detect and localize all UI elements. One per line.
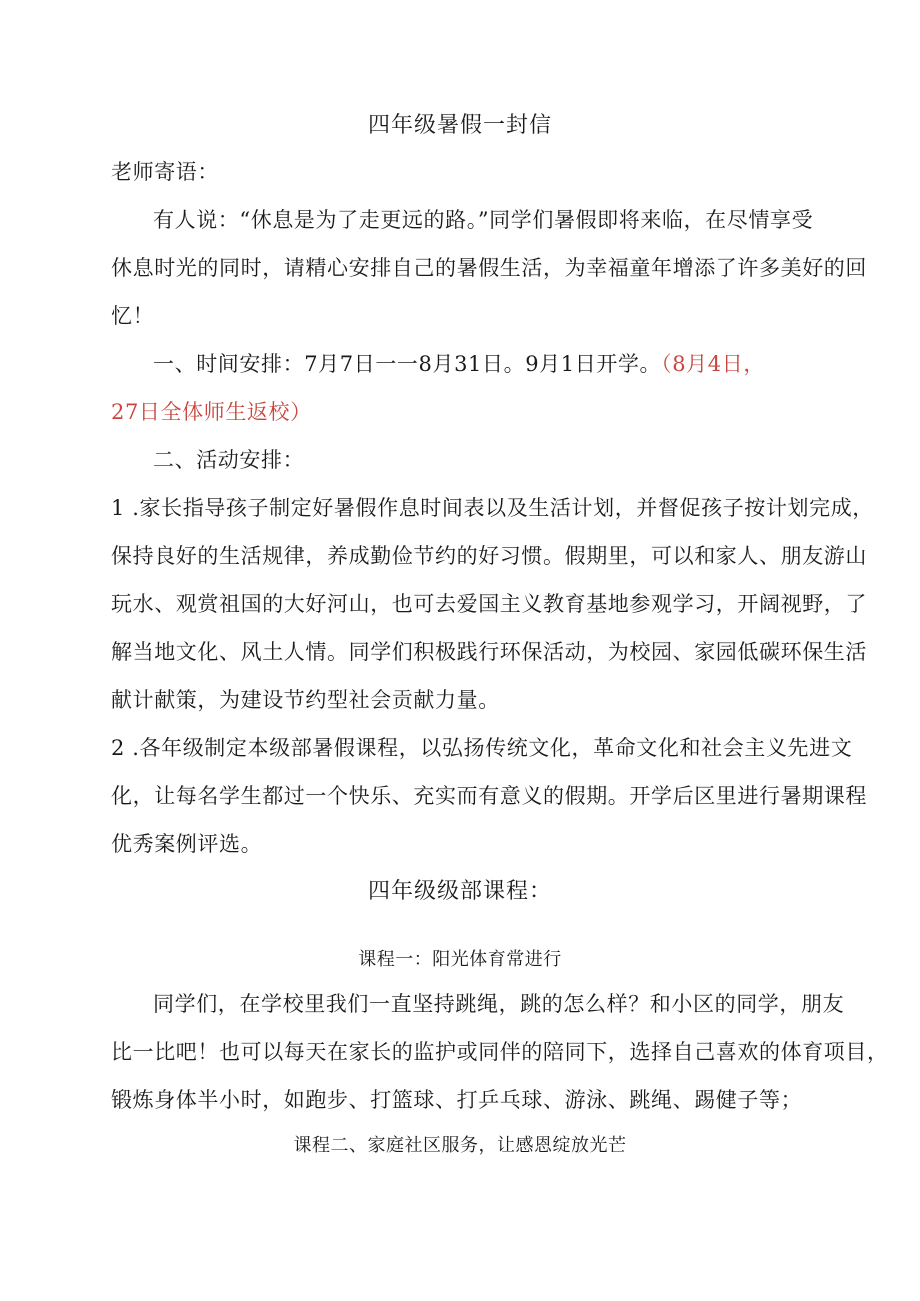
course1-line-2: 比一比吧！也可以每天在家长的监护或同伴的陪同下，选择自己喜欢的体育项目， bbox=[111, 1040, 889, 1064]
schedule-text: 一、时间安排：7月7日一一8月31日。9月1日开学。 bbox=[153, 352, 662, 376]
intro-line-2: 休息时光的同时，请精心安排自己的暑假生活，为幸福童年增添了许多美好的回 bbox=[111, 256, 867, 280]
item1-line-3: 玩水、观赏祖国的大好河山，也可去爱国主义教育基地参观学习，开阔视野，了 bbox=[111, 592, 867, 616]
greeting: 老师寄语： bbox=[111, 160, 219, 184]
activities-heading: 二、活动安排： bbox=[153, 448, 305, 472]
course2-title: 课程二、家庭社区服务，让感恩绽放光芒 bbox=[293, 1135, 627, 1156]
schedule-note-part1: （8月4日， bbox=[661, 352, 765, 376]
page-title: 四年级暑假一封信 bbox=[367, 113, 552, 138]
item2-line-2: 化，让每名学生都过一个快乐、充实而有意义的假期。开学后区里进行暑期课程 bbox=[111, 784, 867, 808]
course1-title: 课程一：阳光体育常进行 bbox=[358, 949, 562, 970]
intro-line-3: 忆！ bbox=[111, 304, 155, 328]
item1-line-4: 解当地文化、风土人情。同学们积极践行环保活动，为校园、家园低碳环保生活 bbox=[111, 640, 867, 664]
item1-line-2: 保持良好的生活规律，养成勤俭节约的好习惯。假期里，可以和家人、朋友游山 bbox=[111, 544, 867, 568]
curriculum-heading: 四年级级部课程： bbox=[367, 879, 552, 904]
item2-line-3: 优秀案例评选。 bbox=[111, 832, 263, 856]
course1-line-3: 锻炼身体半小时，如跑步、打篮球、打乒乓球、游泳、跳绳、踢健子等； bbox=[111, 1088, 803, 1112]
schedule-note-part2: 27日全体师生返校） bbox=[111, 400, 312, 424]
course1-line-1: 同学们，在学校里我们一直坚持跳绳，跳的怎么样？和小区的同学，朋友 bbox=[153, 992, 845, 1016]
schedule-line bbox=[153, 350, 765, 378]
item2-line-1: 2 .各年级制定本级部暑假课程，以弘扬传统文化，革命文化和社会主义先进文 bbox=[111, 736, 853, 760]
intro-line-1: 有人说：“休息是为了走更远的路。”同学们暑假即将来临，在尽情享受 bbox=[153, 208, 814, 232]
item1-line-5: 献计献策，为建设节约型社会贡献力量。 bbox=[111, 688, 500, 712]
item1-line-1: 1 .家长指导孩子制定好暑假作息时间表以及生活计划，并督促孩子按计划完成， bbox=[111, 496, 874, 520]
